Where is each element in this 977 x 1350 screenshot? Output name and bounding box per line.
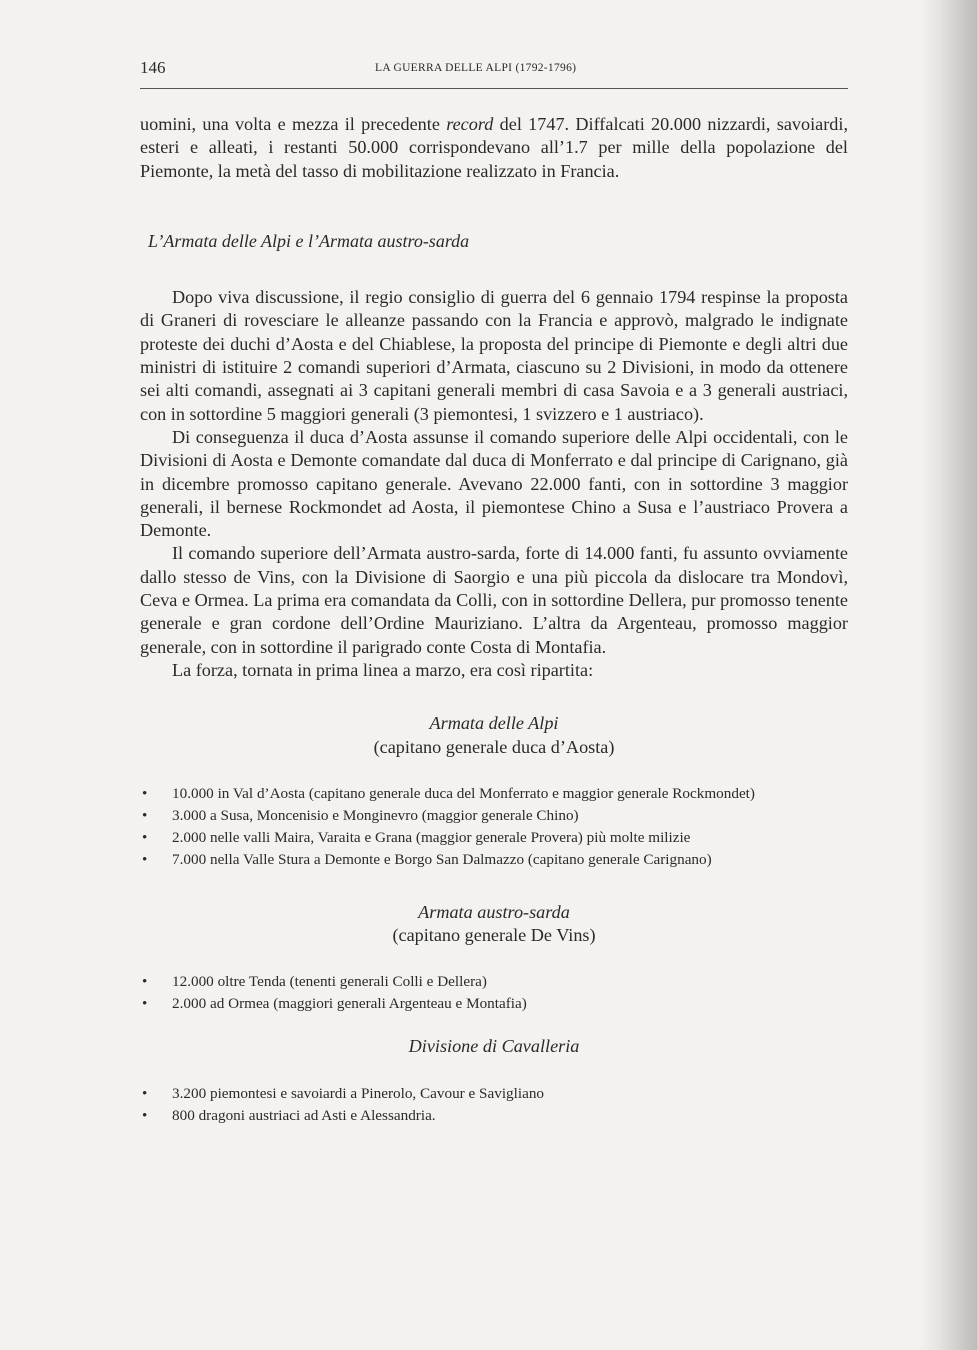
list-item: • 3.000 a Susa, Moncenisio e Monginevro (maggior generale Chino): [140, 805, 848, 827]
list-item: • 7.000 nella Valle Stura a Demonte e Borgo San Dalmazzo (capitano generale Carignano): [140, 849, 848, 871]
book-page: [140, 58, 848, 1124]
list-item: • 10.000 in Val d’Aosta (capitano generale duca del Monferrato e maggior generale Rockmondet): [140, 783, 848, 805]
bullet-list-armata-alpi: [140, 783, 848, 871]
group-subtitle: (capitano generale De Vins): [392, 925, 596, 946]
page-number: 146: [140, 58, 166, 77]
paragraph: Di conseguenza il duca d’Aosta assunse il comando superiore delle Alpi occidentali, con le Divisioni di Aosta e Demonte comandate dal duca di Monferrato e dal principe di Carignano, già in dicembre promosso capitano generale. Avevano 22.000 fanti, con in sottordine 3 maggior generali, il bernese Rockmondet ad Aosta, il piemontese Chino a Susa e l’austriaco Provera a Demonte.: [140, 426, 848, 541]
running-head: [140, 58, 848, 86]
paragraph: Dopo viva discussione, il regio consiglio di guerra del 6 gennaio 1794 respinse la proposta di Graneri di rovesciare le alleanze passando con la Francia e approvò, malgrado le indignate proteste dei duchi d’Aosta e del Chiablese, la proposta del principe di Piemonte e degli altri due ministri di istituire 2 comandi superiori d’Armata, ciascuno su 2 Divisioni, in modo da ottenere sei alti comandi, assegnati ai 3 capitani generali membri di casa Savoia e a 3 generali austriaci, con in sottordine 5 maggiori generali (3 piemontesi, 1 svizzero e 1 austriaco).: [140, 287, 848, 424]
group-title: Divisione di Cavalleria: [408, 1036, 580, 1057]
bullet-list-cavalleria: [140, 1083, 848, 1127]
bullet-list-austro-sarda: [140, 971, 848, 1015]
running-title: LA GUERRA DELLE ALPI (1792-1796): [375, 62, 577, 74]
group-heading-austro-sarda: [140, 901, 848, 948]
paragraph: Il comando superiore dell’Armata austro-sarda, forte di 14.000 fanti, fu assunto ovviamente dallo stesso de Vins, con la Divisione di Saorgio e una più piccola da dislocare tra Mondovì, Ceva e Ormea. La prima era comandata da Colli, con in sottordine Dellera, pur promosso tenente generale e gran cordone dell’Ordine Mauriziano. L’altra da Argenteau, promosso maggior generale, con in sottordine il parigrado conte Costa di Montafia.: [140, 543, 848, 657]
intro-italic-word: record: [446, 114, 494, 134]
section-title: L’Armata delle Alpi e l’Armata austro-sarda: [148, 230, 470, 251]
list-item: • 2.000 nelle valli Maira, Varaita e Grana (maggior generale Provera) più molte milizie: [140, 827, 848, 849]
paragraph: La forza, tornata in prima linea a marzo, era così ripartita:: [172, 659, 594, 680]
intro-paragraph: [140, 113, 848, 183]
header-rule: [140, 88, 848, 89]
group-title: Armata austro-sarda: [418, 901, 570, 922]
group-heading-cavalleria: [140, 1035, 848, 1058]
group-subtitle: (capitano generale duca d’Aosta): [373, 736, 615, 757]
intro-text-1: uomini, una volta e mezza il precedente: [140, 114, 447, 134]
intro-text-2: del 1747. Diffalcati 20.000 nizzardi, savoiardi, esteri e alleati, i restanti 50.000 corrispondevano all’1.7 per mille della popolazione del Piemonte, la metà del tasso di mobilitazione realizzato in Francia.: [140, 114, 848, 181]
body-text: [140, 113, 848, 1127]
list-item: • 12.000 oltre Tenda (tenenti generali Colli e Dellera): [140, 971, 848, 993]
list-item: • 2.000 ad Ormea (maggiori generali Argenteau e Montafia): [140, 993, 848, 1015]
group-title: Armata delle Alpi: [429, 713, 559, 734]
list-item: • 800 dragoni austriaci ad Asti e Alessandria.: [140, 1105, 848, 1127]
group-heading-armata-alpi: [140, 712, 848, 759]
list-item: • 3.200 piemontesi e savoiardi a Pinerolo, Cavour e Savigliano: [140, 1083, 848, 1105]
book-spine-shadow: [919, 0, 977, 1350]
